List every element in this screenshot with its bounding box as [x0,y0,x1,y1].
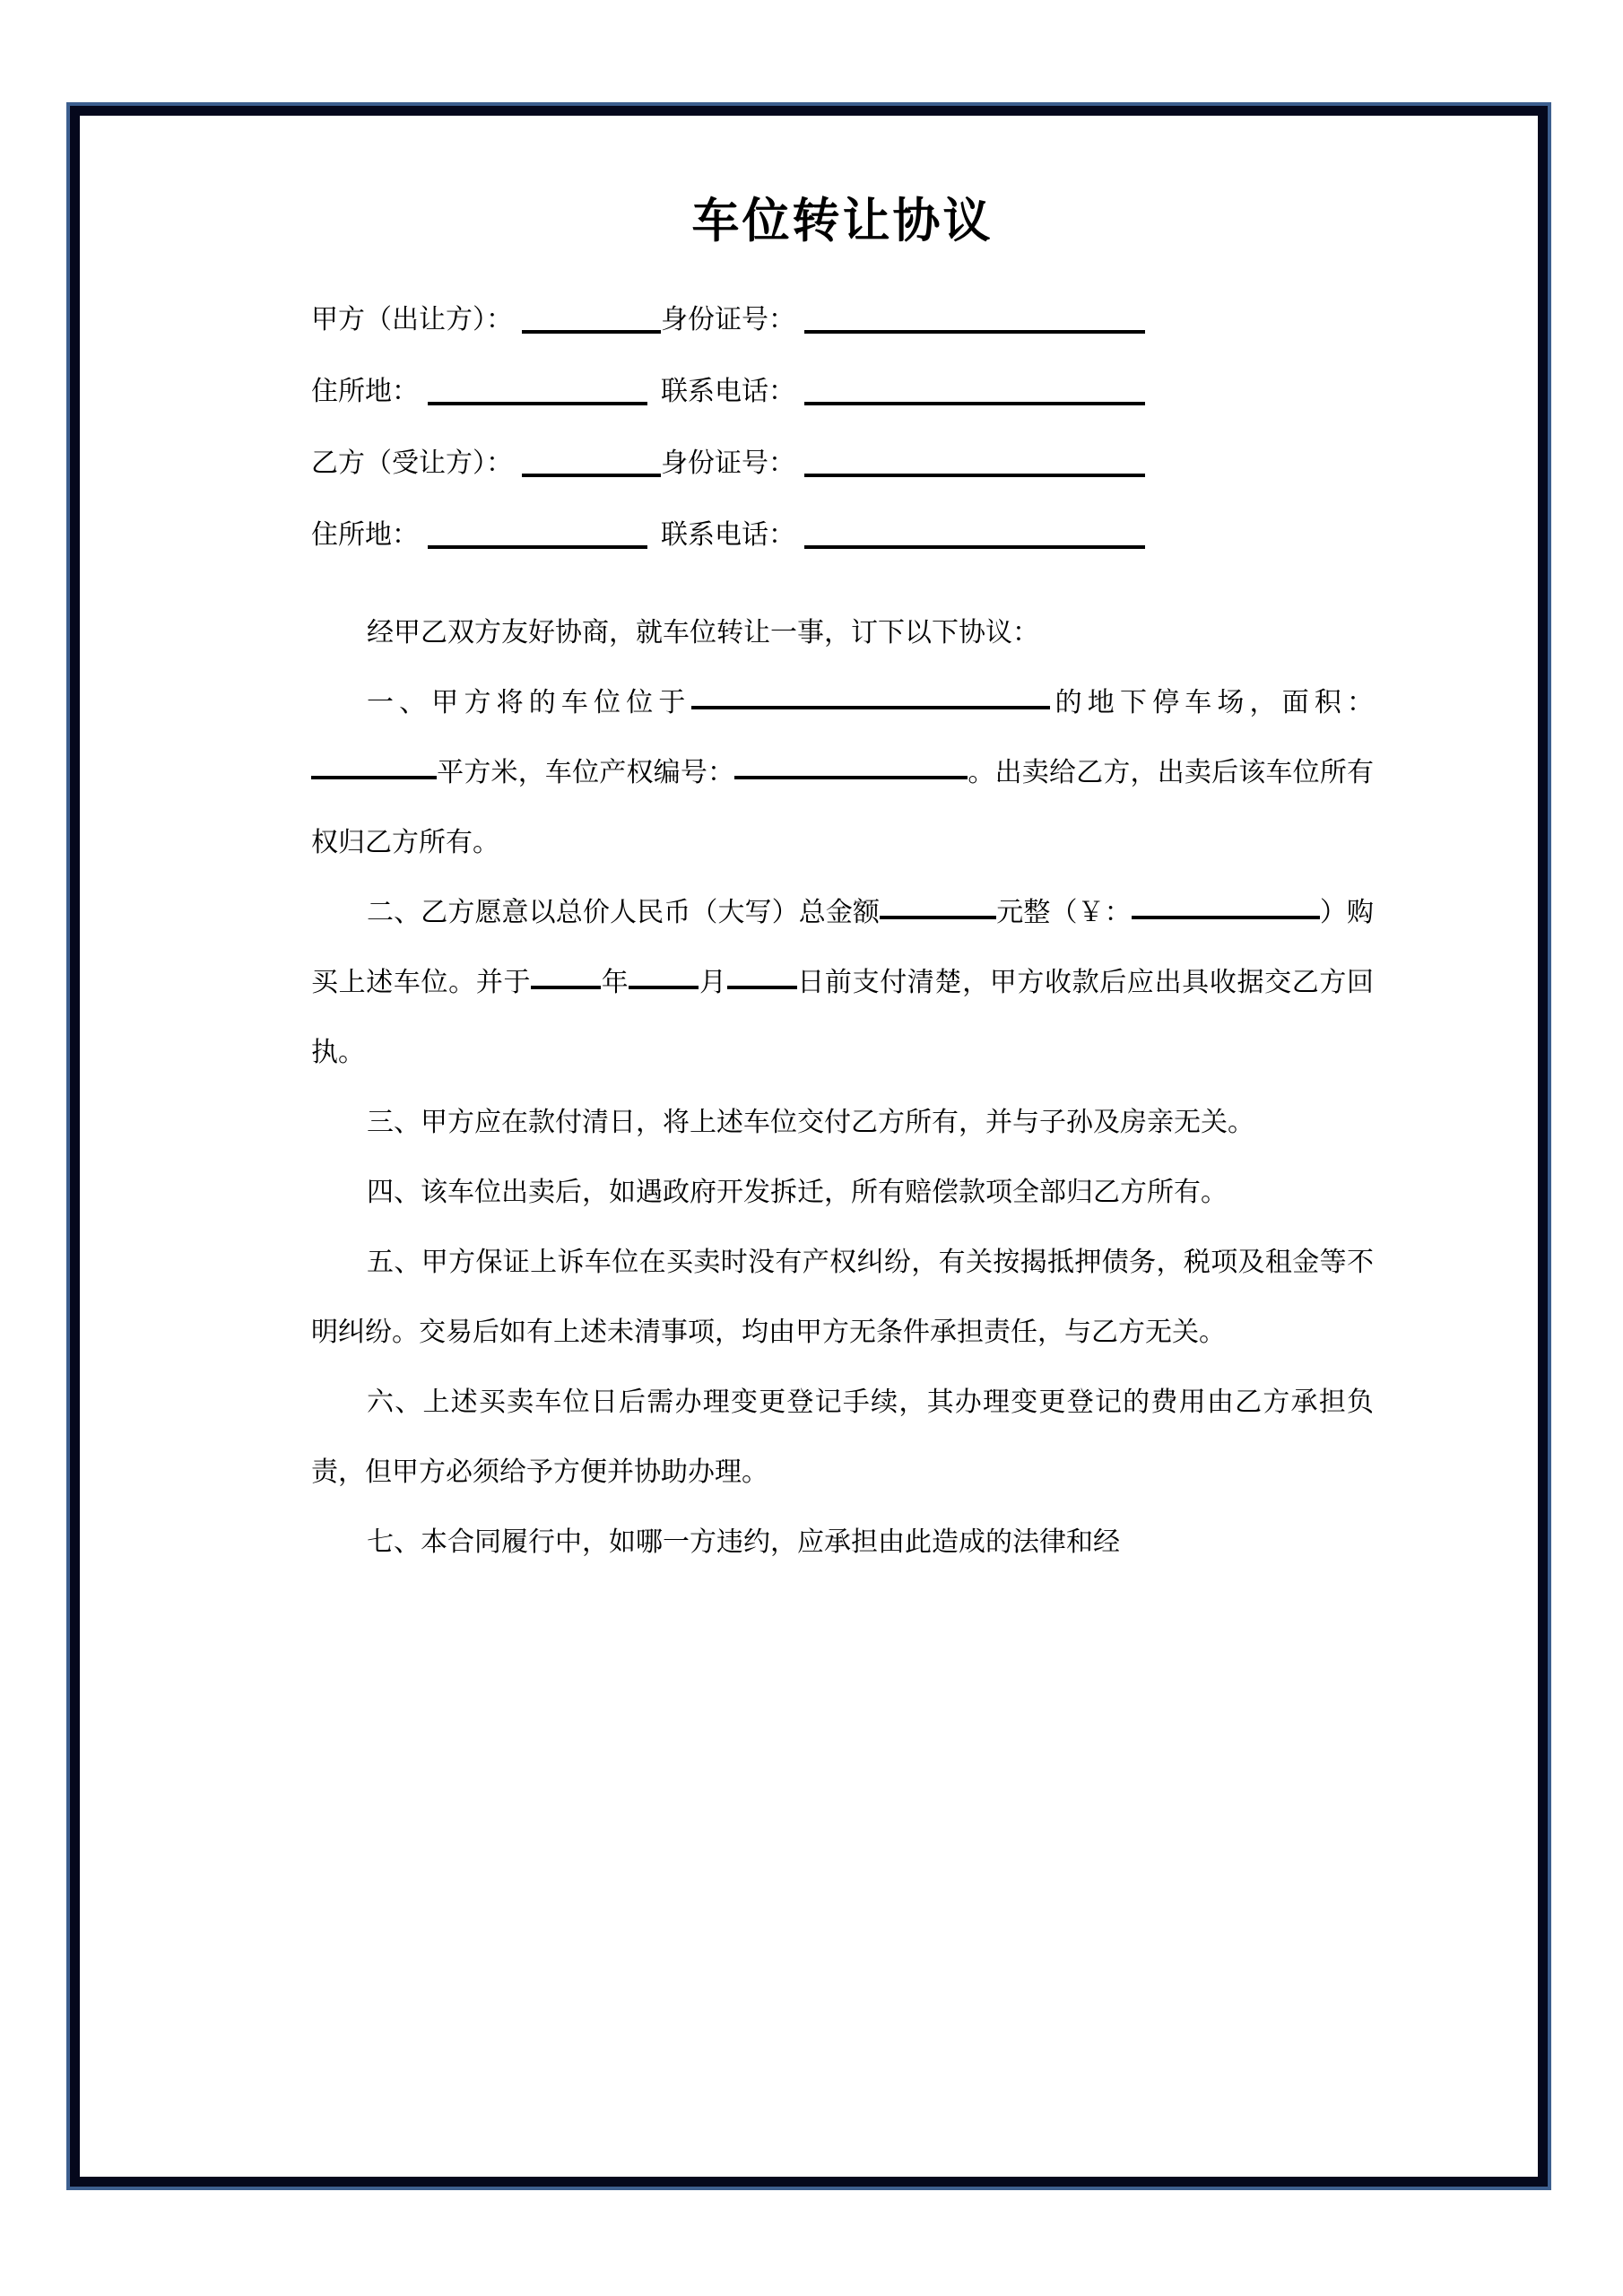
payment-year-input[interactable] [531,962,601,989]
clause-1-text-1: 一、甲方将的车位位于 [367,686,691,718]
clause-1 [311,668,1374,878]
party-b-phone-input[interactable] [804,518,1145,549]
clause-2-text-1: 二、乙方愿意以总价人民币（大写）总金额 [367,896,881,928]
payment-month-input[interactable] [629,962,699,989]
intro-paragraph: 经甲乙双方友好协商，就车位转让一事，订下以下协议： [367,616,1039,648]
party-a-phone-label: 联系电话： [661,375,795,407]
clause-1-text-4: 。出卖给乙方，出卖后该车位所有权归乙方所有。 [311,756,1375,858]
party-b-id-input[interactable] [804,447,1145,477]
form-row-party-b-address [311,505,1374,549]
party-b-address-cell [311,518,661,549]
clause-2-text-5: 月 [699,966,727,998]
party-b-address-label: 住所地： [311,518,419,551]
party-a-name-label: 甲方（出让方）： [311,303,513,335]
form-row-party-a [311,290,1374,334]
party-b-id-cell [661,447,1374,477]
form-row-party-a-address [311,361,1374,405]
party-a-id-input[interactable] [804,303,1145,334]
page-border-inner [70,106,1548,2187]
clause-2-text-4: 年 [601,966,629,998]
parking-cert-number-input[interactable] [734,752,968,779]
clause-5: 五、甲方保证上诉车位在买卖时没有产权纠纷，有关按揭抵押债务，税项及租金等不明纠纷。交易后如有上述未清事项，均由甲方无条件承担责任，与乙方无关。 [311,1246,1374,1348]
clause-7: 七、本合同履行中，如哪一方违约，应承担由此造成的法律和经 [367,1526,1120,1558]
parking-area-input[interactable] [311,752,437,779]
party-a-address-cell [311,375,661,405]
party-b-phone-label: 联系电话： [661,518,795,551]
party-a-id-cell [661,303,1374,334]
total-amount-words-input[interactable] [880,892,996,919]
party-a-name-input[interactable] [522,303,661,334]
document-content [311,193,1374,1578]
party-a-address-input[interactable] [428,375,647,405]
total-amount-digits-input[interactable] [1132,892,1320,919]
form-row-party-b [311,433,1374,477]
clause-2 [311,878,1374,1088]
parking-location-input[interactable] [691,683,1050,709]
clause-1-text-3: 平方米，车位产权编号： [437,756,735,788]
clause-4: 四、该车位出卖后，如遇政府开发拆迁，所有赔偿款项全部归乙方所有。 [367,1176,1228,1208]
party-a-phone-input[interactable] [804,375,1145,405]
party-a-id-label: 身份证号： [661,303,795,335]
party-a-address-label: 住所地： [311,375,419,407]
clause-1-text-2: 的地下停车场，面积： [1049,686,1374,718]
party-b-name-input[interactable] [522,447,661,477]
party-b-name-cell [311,447,661,477]
clause-2-text-2: 元整（￥： [996,896,1132,928]
party-a-phone-cell [661,375,1374,405]
party-b-phone-cell [661,518,1374,549]
page-border-outer [66,102,1551,2190]
party-a-name-cell [311,303,661,334]
party-b-address-input[interactable] [428,518,647,549]
party-b-id-label: 身份证号： [661,447,795,479]
clause-2-text-3: ）购买上述车位。并于 [311,896,1375,998]
spacer [311,577,1374,598]
clause-3: 三、甲方应在款付清日，将上述车位交付乙方所有，并与子孙及房亲无关。 [367,1106,1254,1138]
clause-6: 六、上述买卖车位日后需办理变更登记手续，其办理变更登记的费用由乙方承担负责，但甲方必须给予方便并协助办理。 [311,1386,1374,1488]
payment-day-input[interactable] [727,962,797,989]
page-title: 车位转让协议 [691,194,994,248]
clause-2-text-6: 日前支付清楚，甲方收款后应出具收据交乙方回执。 [311,966,1375,1068]
party-b-name-label: 乙方（受让方）： [311,447,513,479]
